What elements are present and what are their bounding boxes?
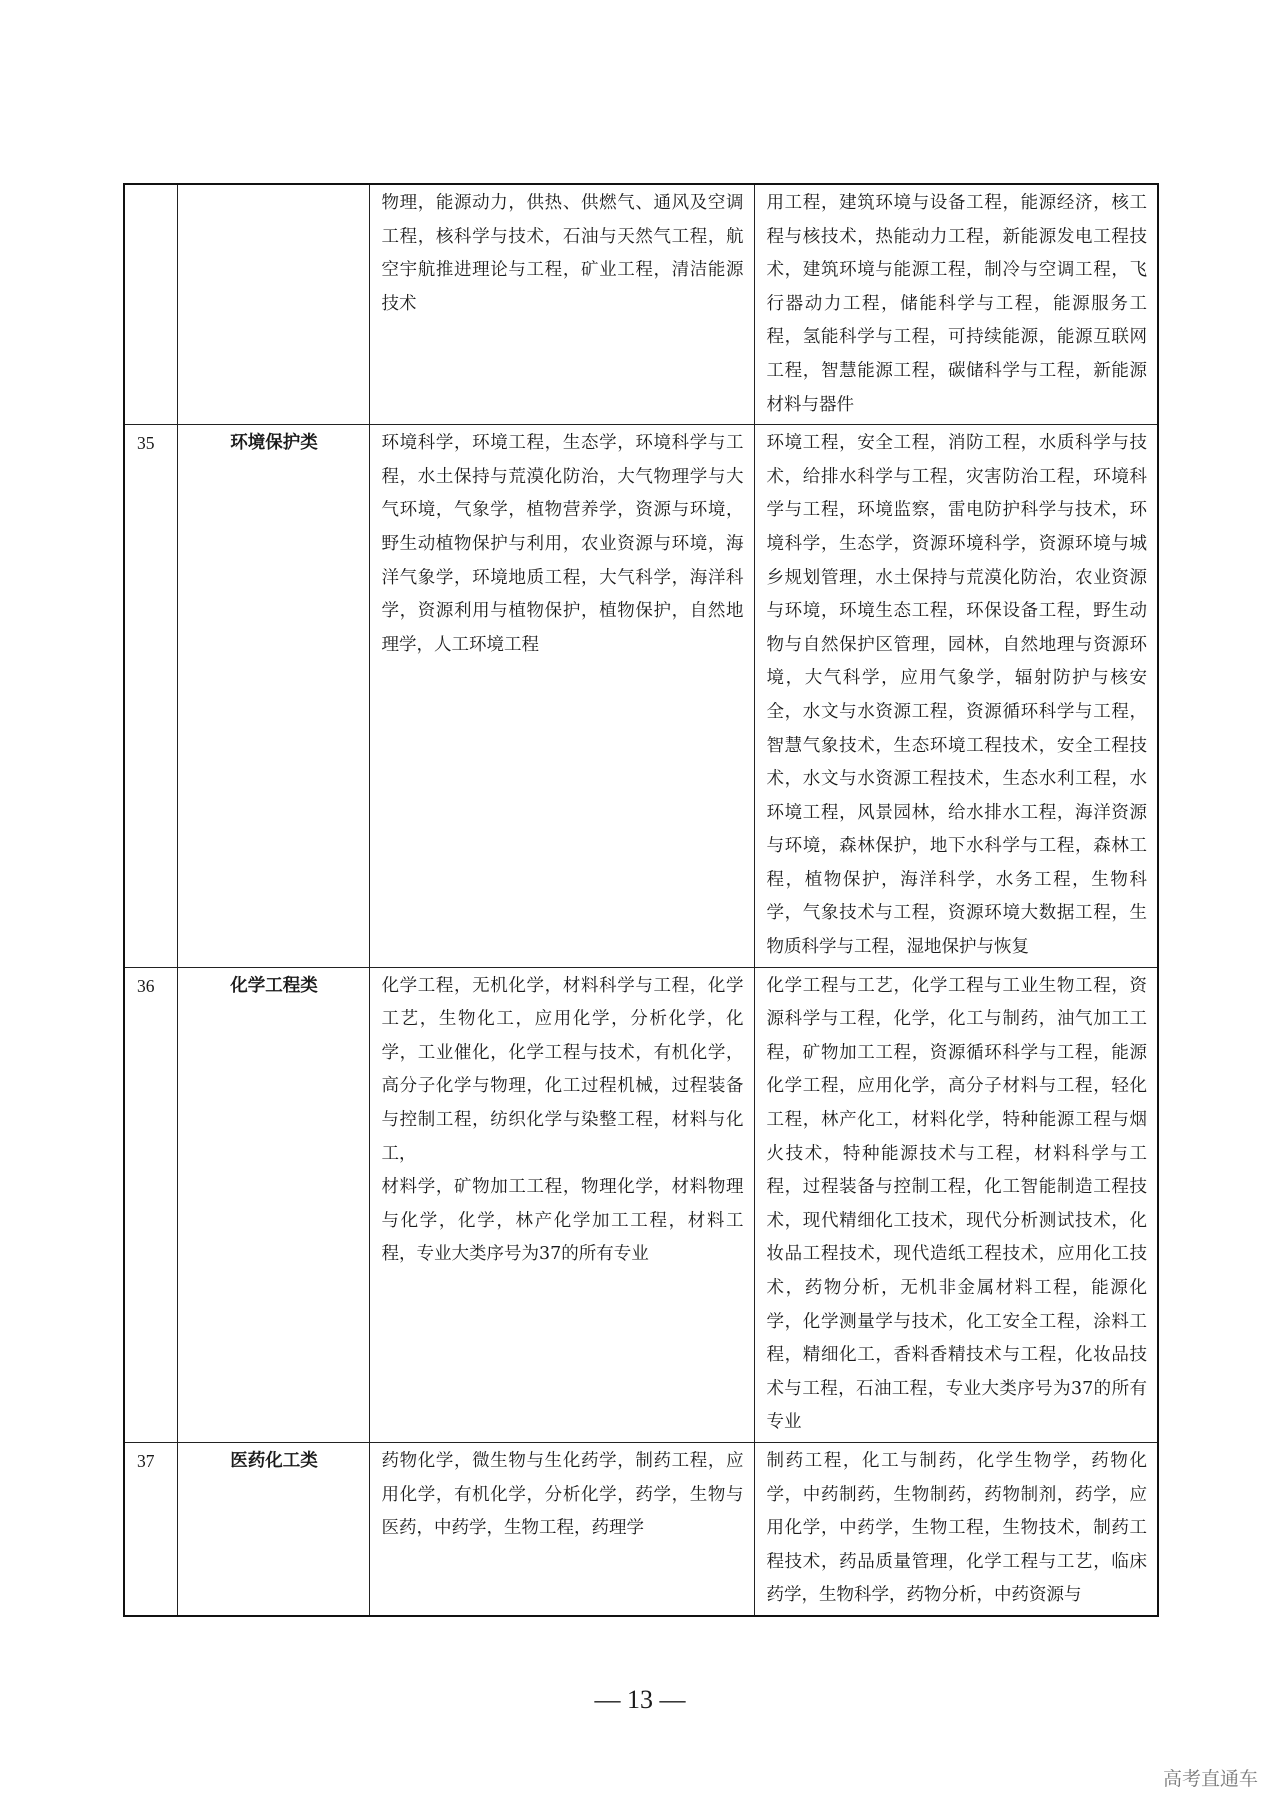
undergrad-majors-text: 药物化学，微生物与生化药学，制药工程，应用化学，有机化学，分析化学，药学，生物与医药，中药学，生物工程，药理学 — [381, 1450, 744, 1539]
page-number: — 13 — — [594, 1685, 686, 1714]
table-row — [124, 1442, 1158, 1615]
related-majors: 用工程，建筑环境与设备工程，能源经济，核工程与核技术，热能动力工程，新能源发电工程技术，建筑环境与能源工程，制冷与空调工程，飞行器动力工程，储能科学与工程，能源服务工程，氢能科学与工程，可持续能源，能源互联网工程，智慧能源工程，碳储科学与工程，新能源材料与器件 — [754, 184, 1158, 425]
undergrad-majors-text-continued: 材料学，矿物加工工程，物理化学，材料物理与化学，化学，林产化学加工工程，材料工程，专业大类序号为37的所有专业 — [381, 1177, 744, 1265]
watermark: 高考直通车 — [1162, 1768, 1258, 1790]
table-row — [124, 967, 1158, 1442]
undergrad-majors-text: 化学工程，无机化学，材料科学与工程，化学工艺，生物化工，应用化学，分析化学，化学，工业催化，化学工程与技术，有机化学，高分子化学与物理，化工过程机械，过程装备与控制工程，纺织化学与染整工程，材料与化工， — [381, 975, 744, 1164]
table-row — [124, 425, 1158, 968]
related-majors: 化学工程与工艺，化学工程与工业生物工程，资源科学与工程，化学，化工与制药，油气加工工程，矿物加工工程，资源循环科学与工程，能源化学工程，应用化学，高分子材料与工程，轻化工程，林产化工，材料化学，特种能源工程与烟火技术，特种能源技术与工程，材料科学与工程，过程装备与控制工程，化工智能制造工程技术，现代精细化工技术，现代分析测试技术，化妆品工程技术，现代造纸工程技术，应用化工技术，药物分析，无机非金属材料工程，能源化学，化学测量学与技术，化工安全工程，涂料工程，精细化工，香料香精技术与工程，化妆品技术与工程，石油工程，专业大类序号为37的所有专业 — [754, 967, 1158, 1442]
undergrad-majors — [369, 1442, 754, 1615]
undergrad-majors — [369, 425, 754, 968]
row-number: 35 — [124, 425, 177, 968]
related-majors: 环境工程，安全工程，消防工程，水质科学与技术，给排水科学与工程，灾害防治工程，环境科学与工程，环境监察，雷电防护科学与技术，环境科学，生态学，资源环境科学，资源环境与城乡规划管理，水土保持与荒漠化防治，农业资源与环境，环境生态工程，环保设备工程，野生动物与自然保护区管理，园林，自然地理与资源环境，大气科学，应用气象学，辐射防护与核安全，水文与水资源工程，资源循环科学与工程，智慧气象技术，生态环境工程技术，安全工程技术，水文与水资源工程技术，生态水利工程，水环境工程，风景园林，给水排水工程，海洋资源与环境，森林保护，地下水科学与工程，森林工程，植物保护，海洋科学，水务工程，生物科学，气象技术与工程，资源环境大数据工程，生物质科学与工程，湿地保护与恢复 — [754, 425, 1158, 968]
undergrad-majors — [369, 184, 754, 425]
related-majors: 制药工程，化工与制药，化学生物学，药物化学，中药制药，生物制药，药物制剂，药学，应用化学，中药学，生物工程，生物技术，制药工程技术，药品质量管理，化学工程与工艺，临床药学，生物科学，药物分析，中药资源与 — [754, 1442, 1158, 1615]
row-number: 37 — [124, 1442, 177, 1615]
undergrad-majors — [369, 967, 754, 1442]
row-number: 36 — [124, 967, 177, 1442]
undergrad-majors-text: 环境科学，环境工程，生态学，环境科学与工程，水土保持与荒漠化防治，大气物理学与大气环境，气象学，植物营养学，资源与环境，野生动植物保护与利用，农业资源与环境，海洋气象学，环境地质工程，大气科学，海洋科学，资源利用与植物保护，植物保护，自然地理学，人工环境工程 — [381, 433, 744, 655]
category-name: 环境保护类 — [177, 425, 369, 968]
category-name: 化学工程类 — [177, 967, 369, 1442]
undergrad-majors-text: 物理，能源动力，供热、供燃气、通风及空调工程，核科学与技术，石油与天然气工程，航空宇航推进理论与工程，矿业工程，清洁能源技术 — [381, 193, 744, 314]
majors-table — [123, 183, 1159, 1617]
category-name — [177, 184, 369, 425]
row-number — [124, 184, 177, 425]
table-row — [124, 184, 1158, 425]
category-name: 医药化工类 — [177, 1442, 369, 1615]
